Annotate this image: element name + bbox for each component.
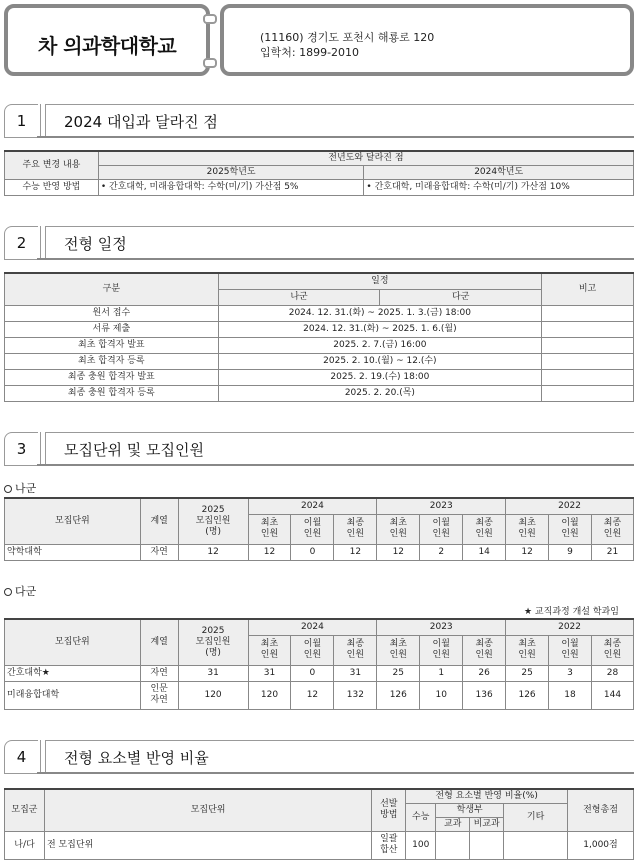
header-cell: 2025학년도 — [98, 165, 364, 179]
header-cell: 교과 — [436, 817, 470, 831]
header-cell: 모집단위 — [5, 498, 141, 544]
value-cell: • 간호대학, 미래융합대학: 수학(미/기) 가산점 10% — [364, 179, 634, 195]
schedule-label: 최종 충원 합격자 발표 — [5, 369, 219, 385]
header-cell: 수능 — [406, 803, 436, 831]
header-cell: 나군 — [218, 289, 380, 305]
header-cell: 2025 모집인원 (명) — [178, 498, 248, 544]
header-cell: 전년도와 달라진 점 — [98, 151, 633, 165]
recruit-na-table: 모집단위 계열 2025 모집인원 (명) 2024 2023 2022 최초 인원 이월 인원 최종 인원 최초 인원 이월 인원 최종 인원 최초 인원 이월 인원 최종 인원 약학대학 자연 12 12 0 12 12 2 14 12 9 21 — [4, 497, 634, 561]
header-cell: 2023 — [377, 619, 506, 635]
header-cell: 기타 — [504, 803, 568, 831]
header-cell: 모집단위 — [5, 619, 141, 665]
table-row: 나/다 전 모집단위 일괄 합산 100 1,000점 — [5, 831, 634, 859]
header-cell: 전형 요소별 반영 비율(%) — [406, 789, 568, 803]
value-cell: • 간호대학, 미래융합대학: 수학(미/기) 가산점 5% — [98, 179, 364, 195]
header-cell: 모집군 — [5, 789, 45, 831]
section-number: 1 — [4, 104, 38, 138]
header-cell: 2025 모집인원 (명) — [178, 619, 248, 665]
header-cell: 비교과 — [470, 817, 504, 831]
schedule-date: 2025. 2. 20.(목) — [218, 385, 541, 401]
header-cell: 학생부 — [436, 803, 504, 817]
recruit-da-table: 모집단위 계열 2025 모집인원 (명) 2024 2023 2022 최초 인원 이월 인원 최종 인원 최초 인원 이월 인원 최종 인원 최초 인원 이월 인원 최종 인원 간호대학★ 자연 31 31 0 31 25 1 26 25 3 28 미래융합대학 인문 자연 120 120 12 132 126 10 136 126 18 144 — [4, 618, 634, 710]
header-cell: 2024 — [248, 498, 377, 514]
header-cell: 2022 — [506, 498, 634, 514]
section-title: 전형 요소별 반영 비율 — [64, 749, 209, 767]
schedule-date: 2024. 12. 31.(화) ~ 2025. 1. 6.(월) — [218, 321, 541, 337]
section-number: 4 — [4, 740, 38, 774]
header-cell: 구분 — [5, 273, 219, 305]
section-1-header — [4, 104, 634, 138]
header-cell: 2024학년도 — [364, 165, 634, 179]
schedule-label: 원서 접수 — [5, 305, 219, 321]
table-row: 약학대학 자연 12 12 0 12 12 2 14 12 9 21 — [5, 544, 634, 560]
section-number: 3 — [4, 432, 38, 466]
circle-icon — [4, 485, 12, 493]
phone: 입학처: 1899-2010 — [260, 46, 360, 59]
header-cell: 2023 — [377, 498, 506, 514]
school-name: 차 의과학대학교 — [38, 34, 177, 58]
schedule-label: 최초 합격자 발표 — [5, 337, 219, 353]
circle-icon — [4, 588, 12, 596]
binder-ring-bottom — [203, 58, 217, 68]
row-label: 수능 반영 방법 — [5, 179, 99, 195]
table-row: 미래융합대학 인문 자연 120 120 12 132 126 10 136 126 18 144 — [5, 681, 634, 709]
contact-box — [220, 4, 634, 76]
section-title: 2024 대입과 달라진 점 — [64, 113, 218, 131]
schedule-label: 서류 제출 — [5, 321, 219, 337]
section-4-header — [4, 740, 634, 774]
header-cell: 계열 — [140, 619, 178, 665]
header-cell: 선발 방법 — [372, 789, 406, 831]
ratio-table — [4, 788, 634, 860]
header-cell: 2024 — [248, 619, 377, 635]
binder-ring-top — [203, 14, 217, 24]
header-cell: 2022 — [506, 619, 634, 635]
changes-table — [4, 150, 634, 196]
schedule-date: 2025. 2. 7.(금) 16:00 — [218, 337, 541, 353]
school-name-box — [4, 4, 210, 76]
header-cell: 주요 변경 내용 — [5, 151, 99, 179]
schedule-date: 2025. 2. 10.(월) ~ 12.(수) — [218, 353, 541, 369]
section-title: 모집단위 및 모집인원 — [64, 441, 204, 459]
schedule-date: 2025. 2. 19.(수) 18:00 — [218, 369, 541, 385]
address: (11160) 경기도 포천시 해룡로 120 — [260, 31, 435, 44]
header-cell: 계열 — [140, 498, 178, 544]
teacher-course-note: ★ 교직과정 개설 학과임 — [524, 607, 619, 617]
section-title: 전형 일정 — [64, 235, 127, 253]
header-cell: 비고 — [542, 273, 634, 305]
header-cell: 다군 — [380, 289, 542, 305]
group-na-label: 나군 — [4, 480, 36, 496]
header-cell: 일정 — [218, 273, 541, 289]
schedule-label: 최초 합격자 등록 — [5, 353, 219, 369]
section-number: 2 — [4, 226, 38, 260]
schedule-table — [4, 272, 634, 402]
schedule-label: 최종 충원 합격자 등록 — [5, 385, 219, 401]
table-row: 간호대학★ 자연 31 31 0 31 25 1 26 25 3 28 — [5, 665, 634, 681]
schedule-date: 2024. 12. 31.(화) ~ 2025. 1. 3.(금) 18:00 — [218, 305, 541, 321]
header-cell: 모집단위 — [44, 789, 371, 831]
section-2-header — [4, 226, 634, 260]
group-da-label: 다군 — [4, 583, 36, 599]
header-cell: 전형총점 — [568, 789, 634, 831]
section-3-header — [4, 432, 634, 466]
